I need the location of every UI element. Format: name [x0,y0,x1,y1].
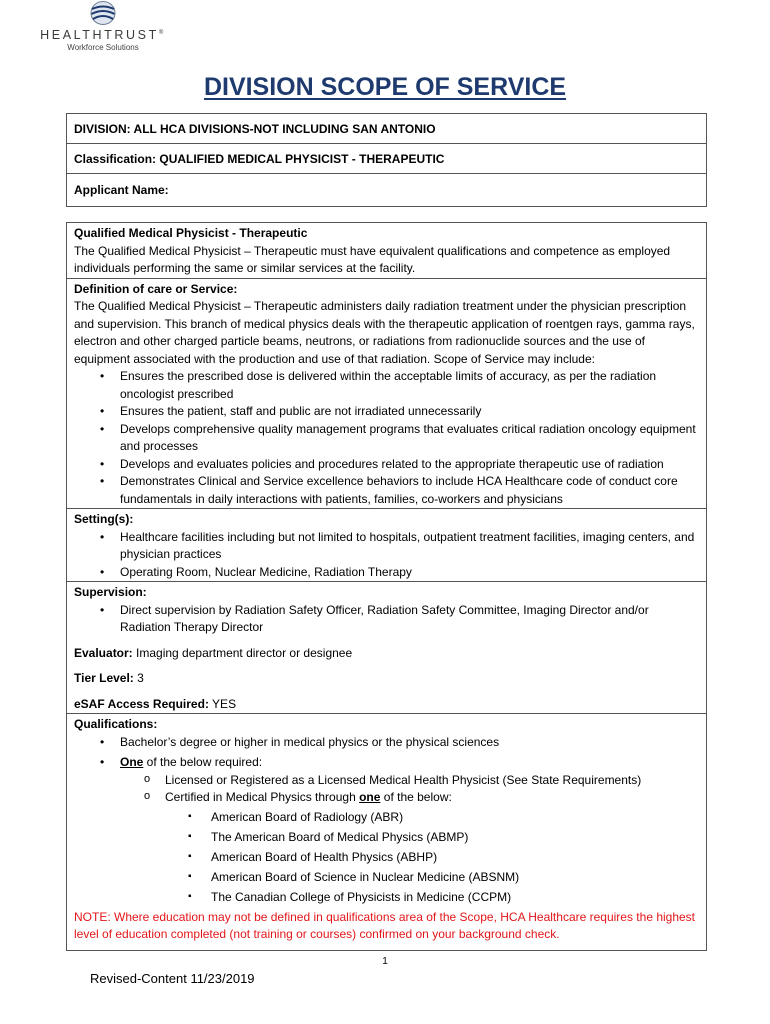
brand-name: HEALTHTRUST® [40,28,166,42]
supervision-section [67,582,706,714]
board-item: ▪ The Canadian College of Physicists in Medicine (CCPM) [74,887,699,907]
division-row: DIVISION: ALL HCA DIVISIONS-NOT INCLUDING SAN ANTONIO [67,114,706,144]
definition-section [67,279,706,510]
education-note: NOTE: Where education may not be defined in qualifications area of the Scope, HCA Healthcare requires the highest level of education completed (not training or courses) confirmed on your background check. [74,909,696,941]
settings-list [74,529,699,582]
globe-icon [89,0,117,26]
evaluator-line: Evaluator: Imaging department director or designee [74,645,353,660]
list-item: • Develops and evaluates policies and procedures related to the appropriate therapeutic use of radiation [74,456,699,474]
definition-heading: Definition of care or Service: [74,281,238,296]
page-number: 1 [382,956,388,967]
qualifications-section [67,714,706,944]
list-item: • Develops comprehensive quality management programs that evaluates critical radiation oncology equipment and processes [74,421,699,456]
applicant-name-row: Applicant Name: [74,183,169,197]
list-item: • Ensures the patient, staff and public are not irradiated unnecessarily [74,403,699,421]
list-item: • Demonstrates Clinical and Service excellence behaviors to include HCA Healthcare code of conduct core fundamentals in daily interactions with patients, families, co-workers and physicians [74,473,699,508]
intro-heading: Qualified Medical Physicist - Therapeutic [74,226,308,240]
list-item: • Ensures the prescribed dose is delivered within the acceptable limits of accuracy, as per the radiation oncologist prescribed [74,368,699,403]
supervision-heading: Supervision: [74,585,147,599]
brand-subtitle: Workforce Solutions [67,43,139,52]
list-item: • Healthcare facilities including but not limited to hospitals, outpatient treatment facilities, imaging centers, and physician practices [74,529,699,564]
tier-level-line: Tier Level: 3 [74,671,144,685]
settings-heading: Setting(s): [74,512,134,526]
sub-list-item: o Licensed or Registered as a Licensed Medical Health Physicist (See State Requirements) [74,772,699,790]
list-item: • Operating Room, Nuclear Medicine, Radiation Therapy [74,564,699,582]
board-item: ▪ American Board of Radiology (ABR) [74,807,699,827]
esaf-line: eSAF Access Required: YES [74,696,237,711]
board-item: ▪ American Board of Science in Nuclear Medicine (ABSNM) [74,867,699,887]
revision-footer: Revised-Content 11/23/2019 [90,971,255,986]
sub-list-item: o Certified in Medical Physics through one of the below: [74,789,699,807]
header-table [66,113,707,207]
intro-text: The Qualified Medical Physicist – Therapeutic must have equivalent qualifications and competence as employed individuals performing the same or similar services at the facility. [74,243,671,275]
definition-list [74,368,699,508]
board-item: ▪ American Board of Health Physics (ABHP) [74,847,699,867]
qualifications-heading: Qualifications: [74,717,158,731]
definition-text: The Qualified Medical Physicist – Therapeutic administers daily radiation treatment under the physician prescription and supervision. This branch of medical physics deals with the therapeutic application of roentgen rays, gamma rays, electron and other charged particle beams, neutrons, or radiations from radionuclide sources and the use of equipment associated with the production and use of that radiation. Scope of Service may include: [74,299,695,366]
page-title: DIVISION SCOPE OF SERVICE [203,73,567,101]
scope-table [66,222,707,951]
list-item: • One of the below required: [74,754,699,772]
list-item: • Direct supervision by Radiation Safety Officer, Radiation Safety Committee, Imaging Director and/or Radiation Therapy Director [74,602,699,637]
classification-row: Classification: QUALIFIED MEDICAL PHYSICIST - THERAPEUTIC [67,144,706,174]
qualifications-list [74,734,699,907]
list-item: • Bachelor’s degree or higher in medical physics or the physical sciences [74,734,699,752]
board-item: ▪ The American Board of Medical Physics (ABMP) [74,827,699,847]
settings-section [67,509,706,582]
intro-section [67,223,706,279]
logo [38,0,168,64]
supervision-list [74,602,699,637]
